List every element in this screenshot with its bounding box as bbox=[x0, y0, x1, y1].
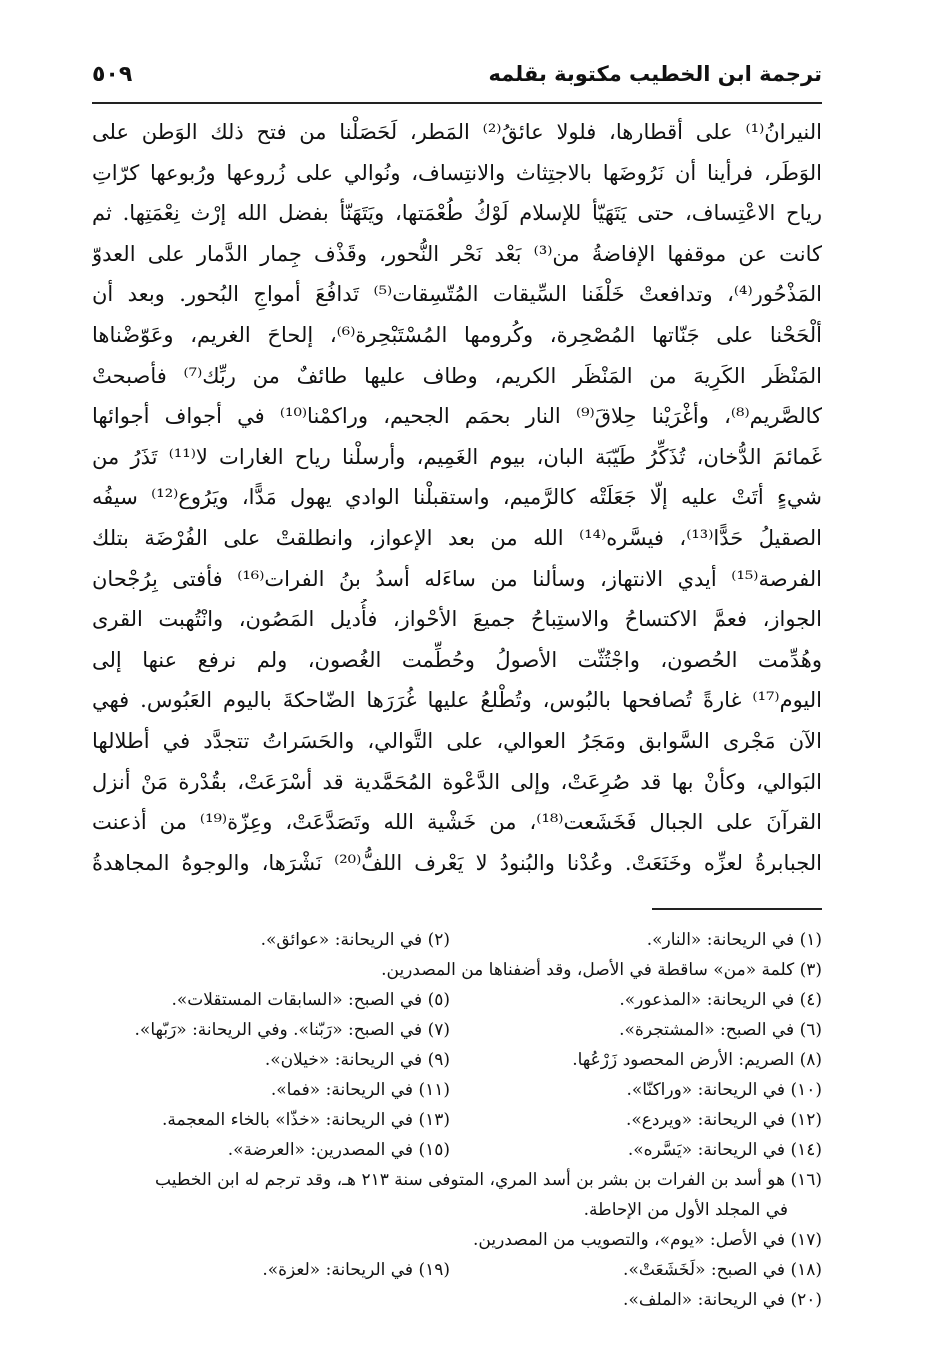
footnote: (٢٠) في الريحانة: «الملف». bbox=[623, 1290, 822, 1310]
text-line: الجبابرةُ لعزِّه وخَنَعَتْ. وعُدْنا والبُنودُ لا يَعْرف اللفُّ⁽²⁰⁾ نَشْرَها، والوجوهُ المجاهدةُ bbox=[92, 850, 822, 875]
text-line: النيرانُ⁽¹⁾ على أقطارها، فلولا عائقُ⁽²⁾ المَطر، لَحَصَلْنا من فتح ذلك الوَطن على bbox=[92, 120, 822, 144]
text-line: كالصَّريم⁽⁸⁾، وأغْرَيْنا حِلاقَ⁽⁹⁾ النار بحمَم الجحيم، وراكمْنا⁽¹⁰⁾ في أجواف أجوائها bbox=[92, 404, 822, 429]
page-number: ٥٠٩ bbox=[92, 62, 133, 87]
text-line: الصقيلُ حَدًّا⁽¹³⁾، فيسَّره⁽¹⁴⁾ الله من بعد الإعواز، وانطلقتْ على الفُرْضَة بتلك bbox=[92, 525, 822, 550]
footnote: (١٢) في الريحانة: «ويردع». bbox=[625, 1110, 822, 1130]
text-line: الوَطَر، فرأينا أن نَرُوضَها بالاجتِثاث والانتِساف، ونُوالي على زُروعها ورُبوعها كرّاتِ bbox=[92, 160, 822, 185]
footnote: (١) في الريحانة: «النار». bbox=[646, 930, 822, 950]
footnote: (٣) كلمة «من» ساقطة في الأصل، وقد أضفناها من المصدرين. bbox=[381, 960, 822, 980]
text-line: المَنْظَر الكَرِيهَ من المَنْظَر الكريم، وطاف عليها طائفٌ من ربِّك⁽⁷⁾ فأصبحتْ bbox=[92, 363, 822, 388]
text-line: المَذْحُور⁽⁴⁾، وتدافعتْ خَلْفَنا السِّيقات المُتّسِقات⁽⁵⁾ تَدافُعَ أمواجِ البُحور. وبعد أن bbox=[92, 282, 822, 307]
footnote-row bbox=[92, 1165, 822, 1195]
footnotes bbox=[92, 925, 822, 1315]
footnote-row bbox=[92, 955, 822, 985]
footnote-row bbox=[92, 925, 822, 955]
footnote-row bbox=[92, 1225, 822, 1255]
footnote: (١٨) في الصبح: «لَخَشَعَتْ». bbox=[623, 1260, 822, 1280]
footnote: (١٦) هو أسد بن الفرات بن بشر بن أسد المري، المتوفى سنة ٢١٣ هـ، وقد ترجم له ابن الخطيب bbox=[155, 1170, 822, 1190]
text-line: البَوالي، وكأنْ بها قد صُرِعَتْ، وإلى الدَّعْوة المُحَمَّدية قد أسْرَعَتْ، بقُدْرة مَنْ أنزل bbox=[92, 769, 822, 794]
footnote: (١٥) في المصدرين: «العرضة». bbox=[227, 1140, 450, 1160]
footnote-row bbox=[92, 1135, 822, 1165]
footnote-row bbox=[92, 985, 822, 1015]
footnote: (١٣) في الريحانة: «خذّا» بالخاء المعجمة. bbox=[161, 1110, 450, 1130]
header-title: ترجمة ابن الخطيب مكتوبة بقلمه bbox=[488, 62, 822, 86]
footnote: (١١) في الريحانة: «فما». bbox=[270, 1080, 450, 1100]
text-line: ألْحَحْنا على جَنّاتها المُصْحِرة، وكُرومها المُسْتَبْحِرة⁽⁶⁾، إلحاحَ الغريم، وعَوّضْناها bbox=[92, 322, 822, 347]
footnote: (٨) الصريم: الأرض المحصود زَرْعُها. bbox=[572, 1050, 822, 1070]
text-line: الجواز، فعمَّ الاكتساحُ والاستِباحُ جميعَ الأحْواز، فأُديل المَصُون، وانْتُهبت القرى bbox=[92, 607, 822, 632]
footnote: (٦) في الصبح: «المشتجرة». bbox=[619, 1020, 822, 1040]
text-line: غَمائمَ الدُّخان، تُذَكِّرُ طَيّبَة البان، بيوم الغَمِيم، وأرسلْنا رياح الغارات لا⁽¹¹⁾ تَذَرُ من bbox=[92, 444, 822, 469]
footnote: (٢) في الريحانة: «عوائق». bbox=[260, 930, 450, 950]
text-line: رياح الاعْتِساف، حتى يَتَهَيّأ للإسلام لَوْكُ طُعْمَتها، ويَتَهَنّأ بفضل الله إرْث نِعْمَتِها. ثم bbox=[92, 201, 822, 226]
footnote: (١٧) في الأصل: «يوم»، والتصويب من المصدرين. bbox=[473, 1230, 822, 1250]
footnote-row bbox=[92, 1015, 822, 1045]
text-line: شيءٍ أتَتْ عليه إلّا جَعَلَتْه كالرَّميم، واستقبلْنا الوادي يهول مَدًّا، ويَرُوع⁽¹²⁾ سيفُه bbox=[92, 485, 822, 510]
running-header bbox=[92, 58, 822, 102]
footnote-row bbox=[92, 1285, 822, 1315]
text-line: كانت عن موقفها الإفاضةُ من⁽³⁾ بَعْد نَحْر النُّحور، وقَذْف جِمار الدَّمار على العدوّ bbox=[92, 241, 822, 266]
text-line: وهُدِّمت الحُصون، واجْتُثّت الأصولُ وحُطِّمت الغُصون، ولم نرفع عنها إلى bbox=[92, 647, 822, 672]
text-line: الفرصة⁽¹⁵⁾ أيدي الانتهاز، وسألنا من ساءَله أسدُ بنُ الفرات⁽¹⁶⁾ فأفتى بِرُجْحان bbox=[92, 566, 822, 591]
header-divider bbox=[92, 102, 822, 104]
footnote-row bbox=[92, 1075, 822, 1105]
footnote-row bbox=[92, 1255, 822, 1285]
text-line: القرآنَ على الجبال فَخَشَعت⁽¹⁸⁾، من خَشْية الله وتَصَدَّعَتْ، وعِزّة⁽¹⁹⁾ من أذعنت bbox=[92, 810, 822, 835]
text-line: اليوم⁽¹⁷⁾ غارةً تُصافحها بالبُوس، وتُطْلعُ عليها غُرَرَها الضّاحكةَ باليوم العَبُوس. فهي bbox=[92, 688, 822, 713]
footnote: (٤) في الريحانة: «المذعور». bbox=[619, 990, 822, 1010]
footnote-row bbox=[92, 1105, 822, 1135]
footnote-continuation: في المجلد الأول من الإحاطة. bbox=[583, 1200, 788, 1220]
footnote: (١٩) في الريحانة: «لعزة». bbox=[262, 1260, 450, 1280]
text-line: الآن مَجْرى السَّوابق ومَجَرُ العوالي، على التَّوالي، والحَسَراتُ تتجدَّد في أطلالها bbox=[92, 728, 822, 753]
footnote-row bbox=[92, 1045, 822, 1075]
footnote: (٩) في الريحانة: «خيلان». bbox=[264, 1050, 450, 1070]
footnote: (١٠) في الريحانة: «وراكنّا». bbox=[626, 1080, 822, 1100]
footnote: (٧) في الصبح: «رَبّنا». وفي الريحانة: «رَبّها». bbox=[134, 1020, 450, 1040]
footnote: (٥) في الصبح: «السابقات المستقلات». bbox=[171, 990, 450, 1010]
footnote-divider bbox=[652, 908, 822, 910]
footnote-row bbox=[92, 1195, 822, 1225]
footnote: (١٤) في الريحانة: «يَسَّره». bbox=[627, 1140, 822, 1160]
main-text bbox=[92, 112, 822, 883]
